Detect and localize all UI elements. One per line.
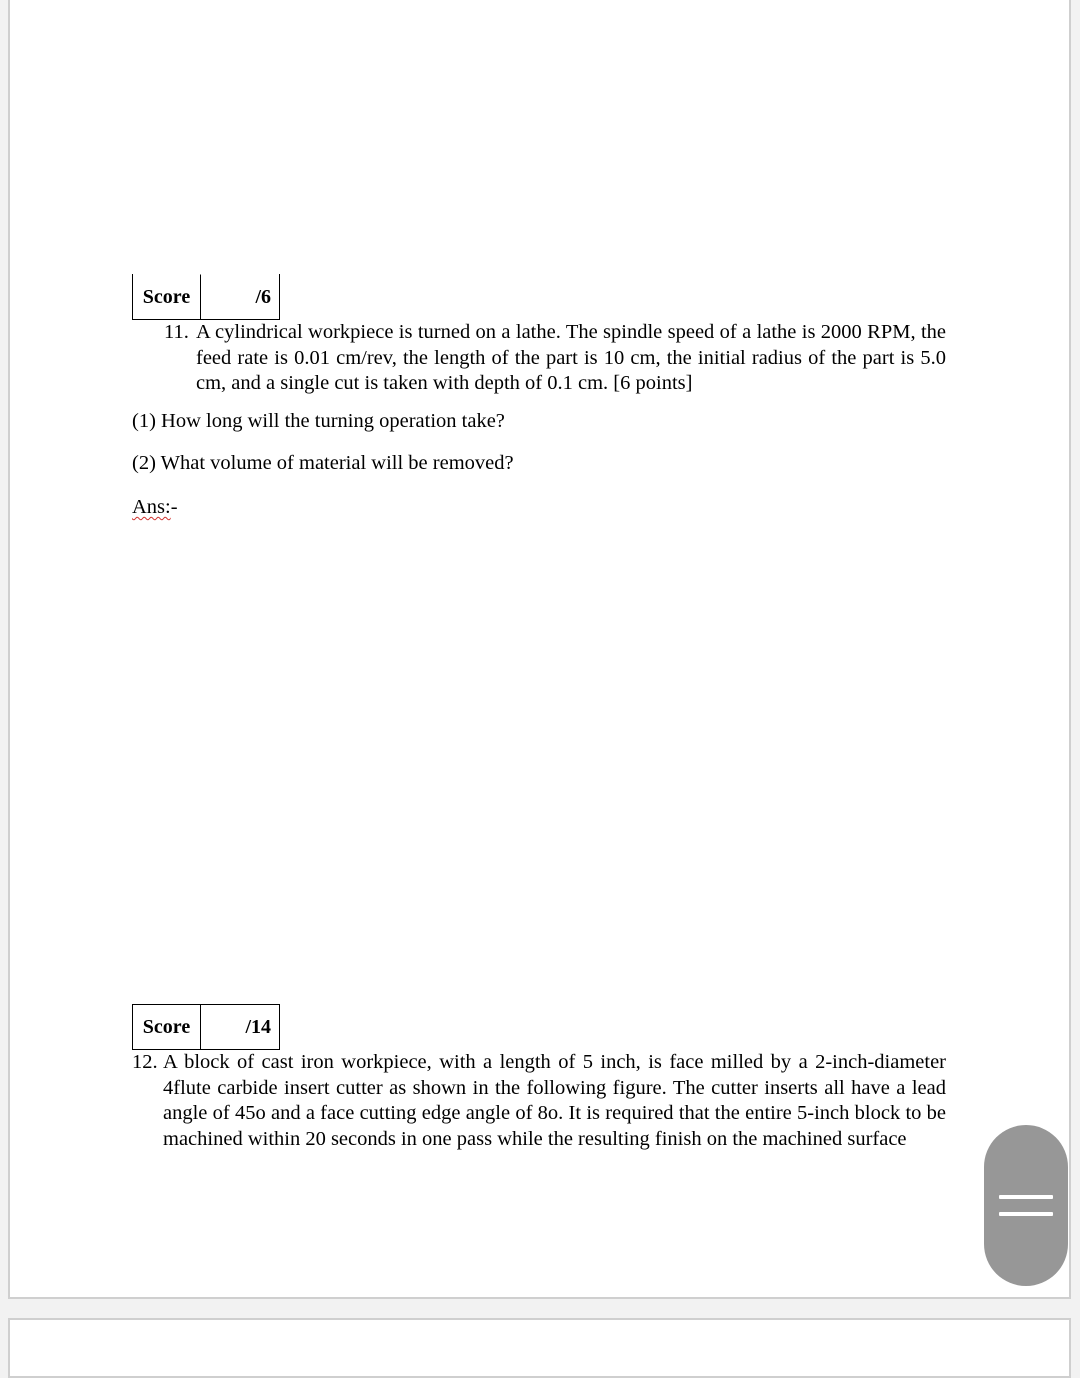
spellcheck-word: Ans: xyxy=(132,496,171,518)
sub-question-2: (2) What volume of material will be removed? xyxy=(132,452,514,474)
question-12 xyxy=(132,1050,946,1152)
score-label: Score xyxy=(133,1005,201,1049)
question-number: 12. xyxy=(132,1051,158,1073)
sub-question-1: (1) How long will the turning operation take? xyxy=(132,410,505,432)
grip-line xyxy=(999,1195,1053,1199)
score-value: /14 xyxy=(245,1015,271,1038)
answer-suffix: - xyxy=(170,496,178,518)
answer-label[interactable] xyxy=(132,495,178,520)
question-11 xyxy=(164,320,946,397)
score-value: /6 xyxy=(255,285,271,308)
question-number: 11. xyxy=(164,321,189,343)
document-page-2 xyxy=(8,1318,1071,1378)
score-box-q11 xyxy=(132,274,280,320)
grip-line xyxy=(999,1212,1053,1216)
question-text: A block of cast iron workpiece, with a length of 5 inch, is face milled by a 2-inch-diameter 4flute carbide insert cutter as shown in the following figure. The cutter inserts all have a lead angle of 45o and a face cutting edge angle of 8o. It is required that the entire 5-inch block to be machined within 20 seconds in one pass while the resulting finish on the machined surface xyxy=(163,1051,946,1150)
scroll-grip-icon[interactable] xyxy=(984,1125,1068,1286)
score-box-q12 xyxy=(132,1004,280,1050)
question-text: A cylindrical workpiece is turned on a lathe. The spindle speed of a lathe is 2000 RPM, the feed rate is 0.01 cm/rev, the length of the part is 10 cm, the initial radius of the part is 5.0 cm, and a single cut is taken with depth of 0.1 cm. [6 points] xyxy=(196,321,946,395)
score-label: Score xyxy=(133,274,201,319)
